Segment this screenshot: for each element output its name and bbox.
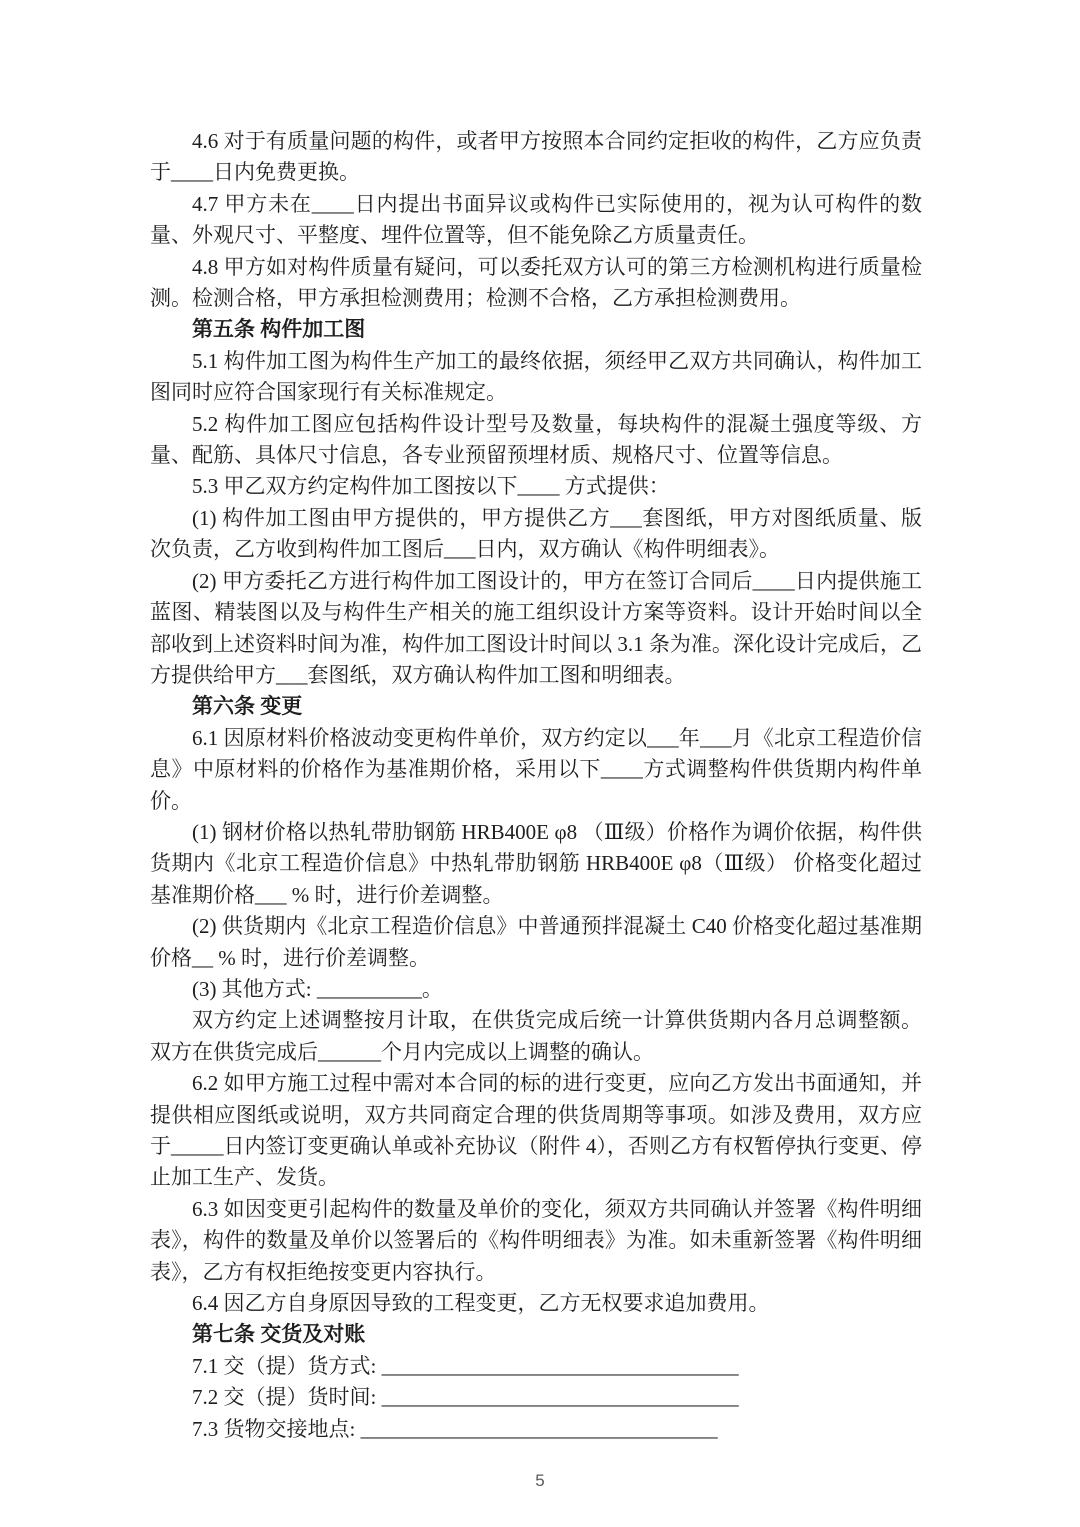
clause-6-1-item-2: (2) 供货期内《北京工程造价信息》中普通预拌混凝土 C40 价格变化超过基准期价格__ % 时，进行价差调整。 xyxy=(150,914,922,970)
article-7-title: 第七条 交货及对账 xyxy=(192,1322,366,1347)
clause-6-1-item-1: (1) 钢材价格以热轧带肋钢筋 HRB400E φ8 （Ⅲ级）价格作为调价依据，构件供货期内《北京工程造价信息》中热轧带肋钢筋 HRB400E φ8（Ⅲ级） 价格变化超过基准期价格___ % 时，进行价差调整。 xyxy=(150,819,922,907)
clause-5-3-item-1: (1) 构件加工图由甲方提供的，甲方提供乙方___套图纸，甲方对图纸质量、版次负责，乙方收到构件加工图后___日内，双方确认《构件明细表》。 xyxy=(150,505,922,562)
clause-4-7: 4.7 甲方未在____日内提出书面异议或构件已实际使用的，视为认可构件的数量、外观尺寸、平整度、埋件位置等，但不能免除乙方质量责任。 xyxy=(150,191,922,248)
page-number: 5 xyxy=(535,1471,545,1491)
clause-5-1: 5.1 构件加工图为构件生产加工的最终依据，须经甲乙双方共同确认，构件加工图同时应符合国家现行有关标准规定。 xyxy=(150,348,922,405)
clause-6-3: 6.3 如因变更引起构件的数量及单价的变化，须双方共同确认并签署《构件明细表》，构件的数量及单价以签署后的《构件明细表》为准。如未重新签署《构件明细表》，乙方有权拒绝按变更内容执行。 xyxy=(150,1196,922,1284)
clause-6-4: 6.4 因乙方自身原因导致的工程变更，乙方无权要求追加费用。 xyxy=(192,1291,770,1316)
field-7-1-delivery-method: 7.1 交（提）货方式: __________________________________ xyxy=(192,1353,739,1378)
clause-4-6: 4.6 对于有质量问题的构件，或者甲方按照本合同约定拒收的构件，乙方应负责于____日内免费更换。 xyxy=(150,129,922,185)
clause-6-2: 6.2 如甲方施工过程中需对本合同的标的进行变更，应向乙方发出书面通知，并提供相应图纸或说明，双方共同商定合理的供货周期等事项。如涉及费用，双方应于_____日内签订变更确认单或补充协议（附件 4），否则乙方有权暂停执行变更、停止加工生产、发货。 xyxy=(150,1071,922,1190)
clause-5-3: 5.3 甲乙双方约定构件加工图按以下____ 方式提供： xyxy=(192,474,670,499)
clause-6-1: 6.1 因原材料价格波动变更构件单价，双方约定以___年___月《北京工程造价信息》中原材料的价格作为基准期价格，采用以下____方式调整构件供货期内构件单价。 xyxy=(150,725,922,813)
article-5-title: 第五条 构件加工图 xyxy=(192,317,366,342)
clause-5-2: 5.2 构件加工图应包括构件设计型号及数量，每块构件的混凝土强度等级、方量、配筋、具体尺寸信息，各专业预留预埋材质、规格尺寸、位置等信息。 xyxy=(150,411,922,468)
contract-body xyxy=(150,126,922,1445)
clause-4-8: 4.8 甲方如对构件质量有疑问，可以委托双方认可的第三方检测机构进行质量检测。检测合格，甲方承担检测费用；检测不合格，乙方承担检测费用。 xyxy=(150,254,922,311)
clause-5-3-item-2: (2) 甲方委托乙方进行构件加工图设计的，甲方在签订合同后____日内提供施工蓝图、精装图以及与构件生产相关的施工组织设计方案等资料。设计开始时间以全部收到上述资料时间为准，构件加工图设计时间以 3.1 条为准。深化设计完成后，乙方提供给甲方___套图纸，双方确认构件加工图和明细表。 xyxy=(150,568,922,687)
clause-6-1-item-3: (3) 其他方式: __________。 xyxy=(192,976,443,1001)
field-7-3-handover-location: 7.3 货物交接地点: __________________________________ xyxy=(192,1416,718,1441)
field-7-2-delivery-time: 7.2 交（提）货时间: __________________________________ xyxy=(192,1385,739,1410)
article-6-title: 第六条 变更 xyxy=(192,694,303,719)
page-footer xyxy=(0,1471,1080,1491)
clause-6-1-note: 双方约定上述调整按月计取，在供货完成后统一计算供货期内各月总调整额。双方在供货完成后______个月内完成以上调整的确认。 xyxy=(150,1008,922,1064)
